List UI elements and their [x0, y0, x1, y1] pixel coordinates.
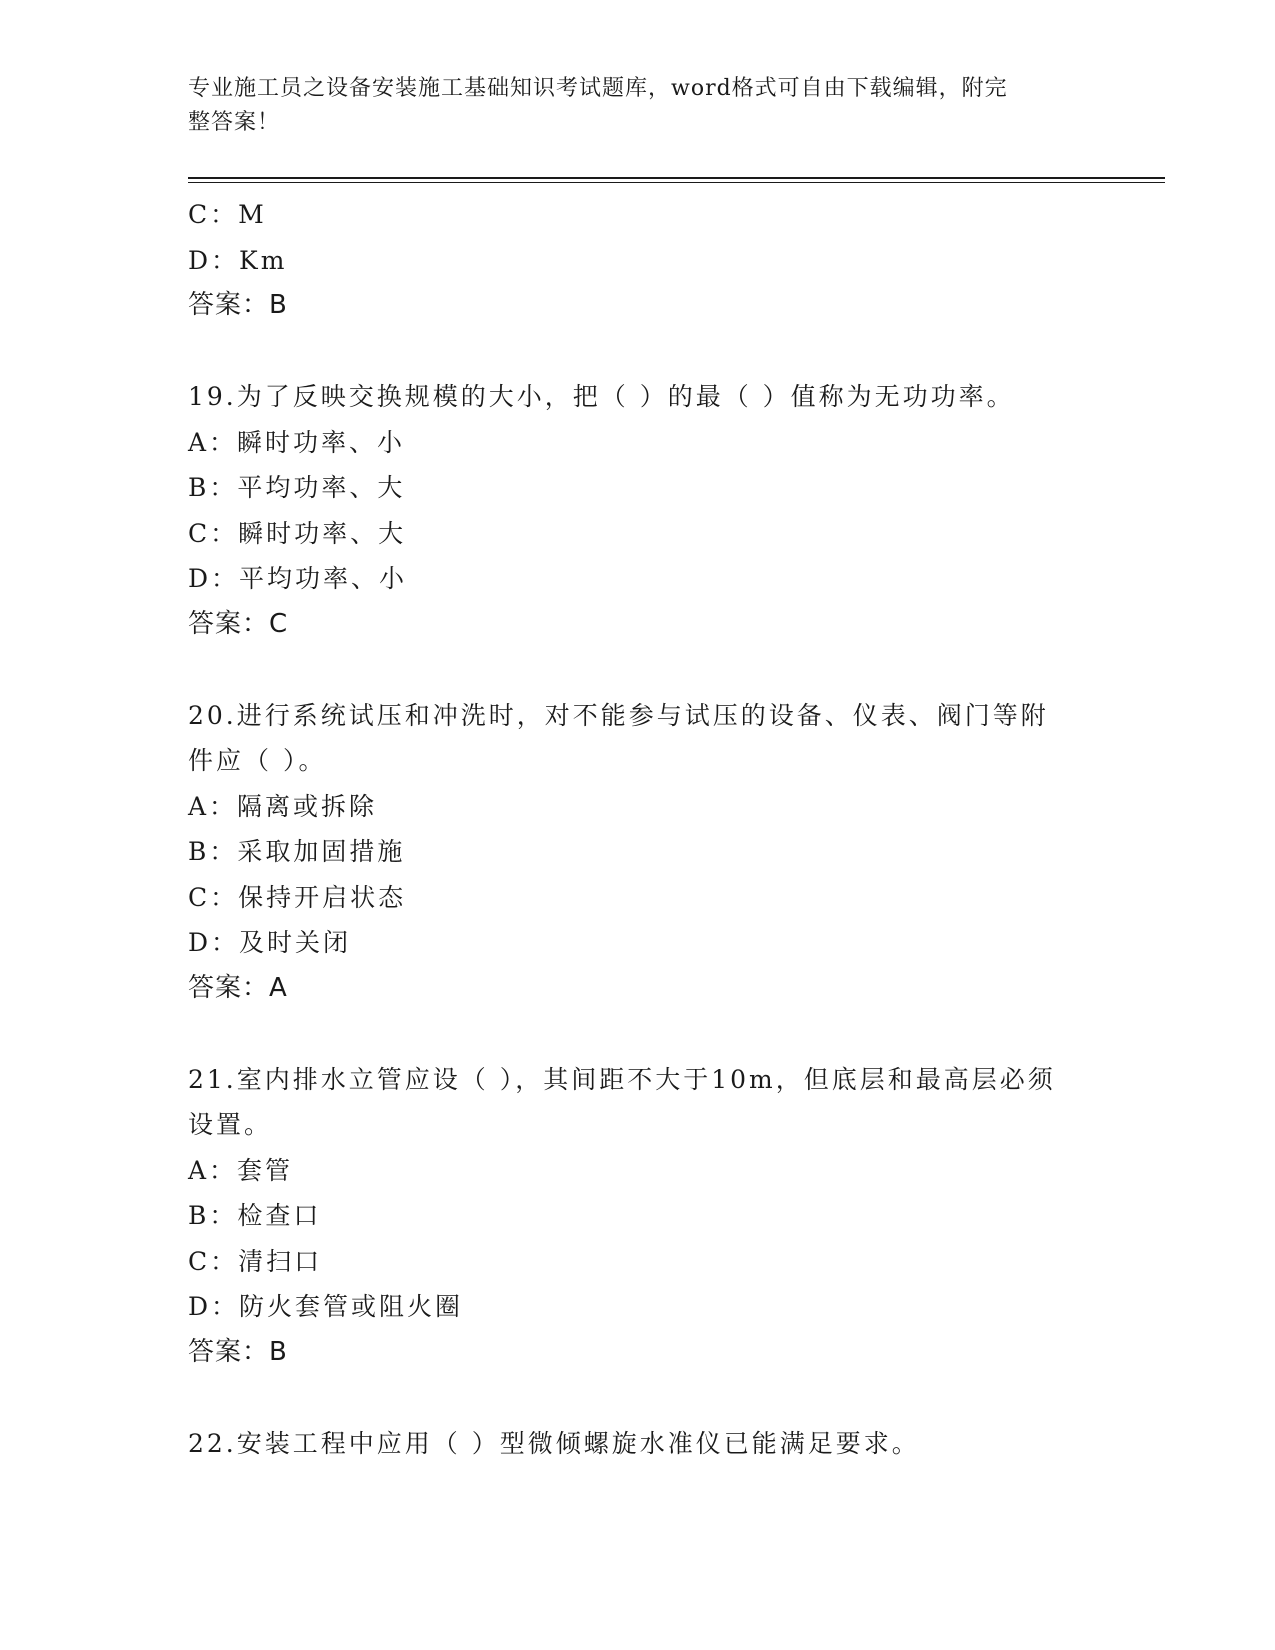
question-block-20: [188, 693, 1108, 1012]
question-list: [188, 192, 1108, 1466]
question-block-22: [188, 1421, 1108, 1467]
question-block-21: [188, 1057, 1108, 1376]
option-c: C：清扫口: [188, 1246, 323, 1276]
option-b: B：采取加固措施: [188, 837, 406, 866]
option-d: D：平均功率、小: [188, 564, 408, 593]
option-b: B：检查口: [188, 1201, 322, 1230]
block-spacer: [188, 1011, 1108, 1057]
question-block-19: [188, 374, 1108, 647]
header-title-line-1: 专业施工员之设备安装施工基础知识考试题库，word格式可自由下载编辑，附完: [188, 76, 1008, 101]
option-b: B：平均功率、大: [188, 473, 406, 502]
option-d: D：Km: [188, 245, 288, 275]
option-d: D：及时关闭: [188, 928, 352, 957]
block-spacer: [188, 647, 1108, 693]
document-header: [188, 72, 1068, 140]
option-d: D：防火套管或阻火圈: [188, 1292, 464, 1321]
header-rule-thick: [188, 177, 1165, 179]
answer-line: 答案：B: [188, 290, 288, 320]
question-text-continued: 设置。: [188, 1110, 273, 1139]
option-a: A：套管: [188, 1155, 294, 1185]
block-spacer: [188, 1375, 1108, 1421]
option-a: A：瞬时功率、小: [188, 427, 406, 457]
option-c: C：瞬时功率、大: [188, 518, 407, 548]
option-a: A：隔离或拆除: [188, 791, 378, 821]
header-rule-thin: [188, 182, 1165, 183]
question-text: 20.进行系统试压和冲洗时，对不能参与试压的设备、仪表、阀门等附: [188, 700, 1049, 730]
prev-question-block: [188, 192, 1108, 329]
block-spacer: [188, 329, 1108, 375]
question-text: 22.安装工程中应用（ ）型微倾螺旋水准仪已能满足要求。: [188, 1428, 920, 1458]
question-text-continued: 件应（ ）。: [188, 746, 327, 775]
answer-line: 答案：A: [188, 972, 288, 1003]
header-title-line-2: 整答案！: [188, 110, 281, 135]
question-text: 19.为了反映交换规模的大小，把（ ）的最（ ）值称为无功功率。: [188, 382, 1015, 411]
answer-line: 答案：C: [188, 608, 289, 639]
answer-line: 答案：B: [188, 1336, 288, 1367]
option-c: C：保持开启状态: [188, 882, 407, 912]
option-c: C：M: [188, 200, 267, 229]
question-text: 21.室内排水立管应设（ ），其间距不大于10m，但底层和最高层必须: [188, 1064, 1056, 1094]
